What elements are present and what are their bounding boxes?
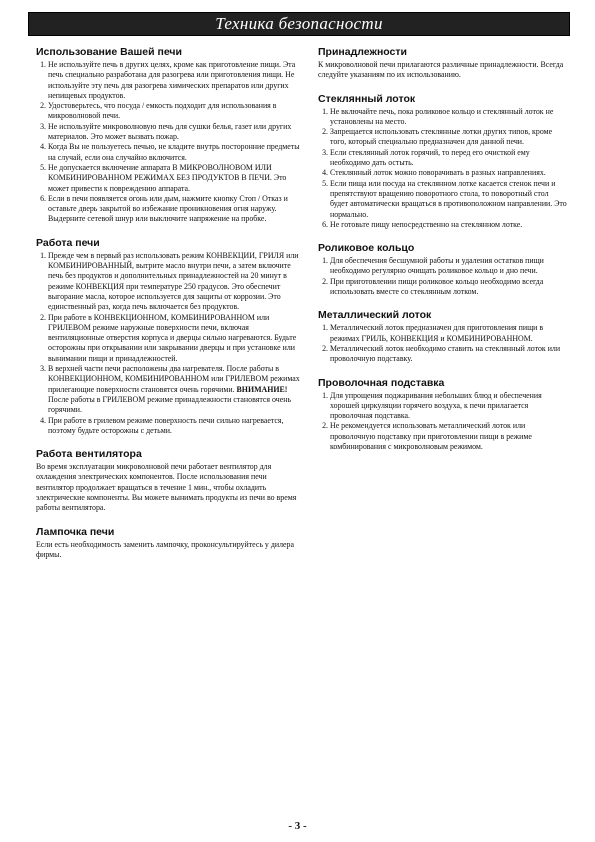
section-title: Лампочка печи	[36, 525, 115, 538]
list-item: 2. Удостоверьтесь, что посуда / емкость подходит для использования в микроволновой печи.	[48, 101, 306, 122]
list-item: 4. Когда Вы не пользуетесь печью, не кладите внутрь посторонние предметы на случай, если она случайно включится.	[48, 142, 306, 163]
list-item: 2. Запрещается использовать стеклянные лотки других типов, кроме того, который специально предназначен для данной печи.	[330, 127, 568, 148]
list-item	[48, 364, 306, 415]
section-work	[36, 237, 306, 436]
list-item: 4. При работе в грилевом режиме поверхность печи сильно нагревается, поэтому будьте осторожны с детьми.	[48, 416, 306, 437]
list-item: 2. Не рекомендуется использовать металлический лоток или проволочную подставку при приготовлении пищи в режиме комбинирования с микроволновым режимом.	[330, 421, 568, 452]
section-title: Работа печи	[36, 236, 100, 249]
list-item: 5. Если пища или посуда на стеклянном лотке касается стенок печи и препятствуют вращению поворотного стола, то поворотный стол будет автоматически вращаться в противоположном направлении. Это нормально.	[330, 179, 568, 220]
list-item: 5. Не допускается включение аппарата В МИКРОВОЛНОВОМ ИЛИ КОМБИНИРОВАННОМ РЕЖИМАХ БЕЗ ПРОДУКТОВ В ПЕЧИ. Это может привести к повреждению аппарата.	[48, 163, 306, 194]
list-item: 3. Если стеклянный лоток горячий, то перед его очисткой ему необходимо дать остыть.	[330, 148, 568, 169]
section-metal-tray	[318, 309, 568, 364]
section-accessories	[318, 46, 568, 81]
section-header-banner	[28, 12, 570, 36]
list-item: 1. Для обеспечения бесшумной работы и удаления остатков пищи необходимо регулярно очищать роликовое кольцо и дно печи.	[330, 256, 568, 277]
list-item: 1. Металлический лоток предназначен для приготовления пищи в режимах ГРИЛЬ, КОНВЕКЦИЯ и КОМБИНИРОВАННОМ.	[330, 323, 568, 344]
list-item: 6. Не готовьте пищу непосредственно на стеклянном лотке.	[330, 220, 568, 230]
warning-label: ВНИМАНИЕ!	[236, 384, 288, 394]
section-title: Металлический лоток	[318, 309, 432, 322]
section-glass-tray	[318, 93, 568, 231]
list-item: 1. Не используйте печь в других целях, кроме как приготовление пищи. Эта печь специально разработана для разогрева или приготовления пищи. Не используйте эту печь для разогрева химических препаратов или других непищевых продуктов.	[48, 60, 306, 101]
section-fan	[36, 448, 306, 513]
right-column	[318, 46, 568, 464]
section-wire-rack	[318, 377, 568, 453]
list-item: 6. Если в печи появляется огонь или дым, нажмите кнопку Стоп / Отказ и оставьте дверь закрытой во избежание проникновения огня наружу. Выдерните сетевой шнур или выключите напряжение на пробке.	[48, 194, 306, 225]
page-title: Техника безопасности	[215, 14, 383, 33]
paragraph: К микроволновой печи прилагаются различные принадлежности. Всегда следуйте указаниям по их использованию.	[318, 60, 564, 80]
list	[318, 107, 568, 231]
list	[318, 391, 568, 453]
section-title: Принадлежности	[318, 46, 407, 58]
list	[36, 251, 306, 436]
list-item: 1. Прежде чем в первый раз использовать режим КОНВЕКЦИИ, ГРИЛЯ или КОМБИНИРОВАННЫЙ, вытрите масло внутри печи, а затем включите печь без продуктов и дополнительных принадлежностей на 20 минут в режиме КОНВЕКЦИЯ при температуре 250 градусов. Это обеспечит выгорание масла, которое используется для защиты от коррозии. Это единственный раз, когда печь включается без продуктов.	[48, 251, 306, 313]
list-item: 4. Стеклянный лоток можно поворачивать в разных направлениях.	[330, 168, 568, 178]
list-item: 1. Для упрощения поджаривания небольших блюд и обеспечения хорошей циркуляции горячего воздуха, к печи прилагается проволочная подставка.	[330, 391, 568, 422]
list-item: 2. При работе в КОНВЕКЦИОННОМ, КОМБИНИРОВАННОМ или ГРИЛЕВОМ режиме наружные поверхности печи, включая вентиляционные отверстия корпуса и дверцы сильно нагреваются. Будьте осторожны при открывании или закрывании дверцы и при установке или вынимании пищи и принадлежностей.	[48, 313, 306, 364]
section-title: Роликовое кольцо	[318, 242, 415, 255]
list	[318, 323, 568, 364]
left-column	[36, 46, 306, 572]
paragraph: Во время эксплуатации микроволновой печи работает вентилятор для охлаждения электрических компонентов. После использования печи вентилятор продолжает вращаться в течение 1 мин., чтобы охладить электрические компоненты. Вы можете вынимать продукты из печи во время работы вентилятора.	[36, 462, 297, 513]
warning-text: После работы в ГРИЛЕВОМ режиме принадлежности становятся очень горячими.	[48, 394, 292, 415]
list	[318, 256, 568, 297]
section-title: Проволочная подставка	[318, 376, 445, 389]
section-lamp	[36, 526, 306, 561]
page-number: - 3 -	[288, 820, 307, 832]
list-item: 2. При приготовлении пищи роликовое кольцо необходимо всегда использовать вместе со стеклянным лотком.	[330, 277, 568, 298]
section-roller-ring	[318, 242, 568, 297]
section-use	[36, 46, 306, 225]
list-item: 2. Металлический лоток необходимо ставить на стеклянный лоток или проволочную подставку.	[330, 344, 568, 365]
list-item-text: В верхней части печи расположены два нагревателя. После работы в КОНВЕКЦИОННОМ, КОМБИНИРОВАННОМ или ГРИЛЕВОМ режимах прилегающие поверхности становятся очень горячими.	[48, 364, 300, 394]
list	[36, 60, 306, 225]
list-item: 1. Не включайте печь, пока роликовое кольцо и стеклянный лоток не установлены на место.	[330, 107, 568, 128]
paragraph: Если есть необходимость заменить лампочку, проконсультируйтесь у дилера фирмы.	[36, 539, 294, 559]
list-item: 3. Не используйте микроволновую печь для сушки белья, газет или других материалов. Это может вызвать пожар.	[48, 122, 306, 143]
section-title: Стеклянный лоток	[318, 92, 416, 105]
section-title: Работа вентилятора	[36, 448, 142, 461]
section-title: Использование Вашей печи	[36, 46, 182, 58]
